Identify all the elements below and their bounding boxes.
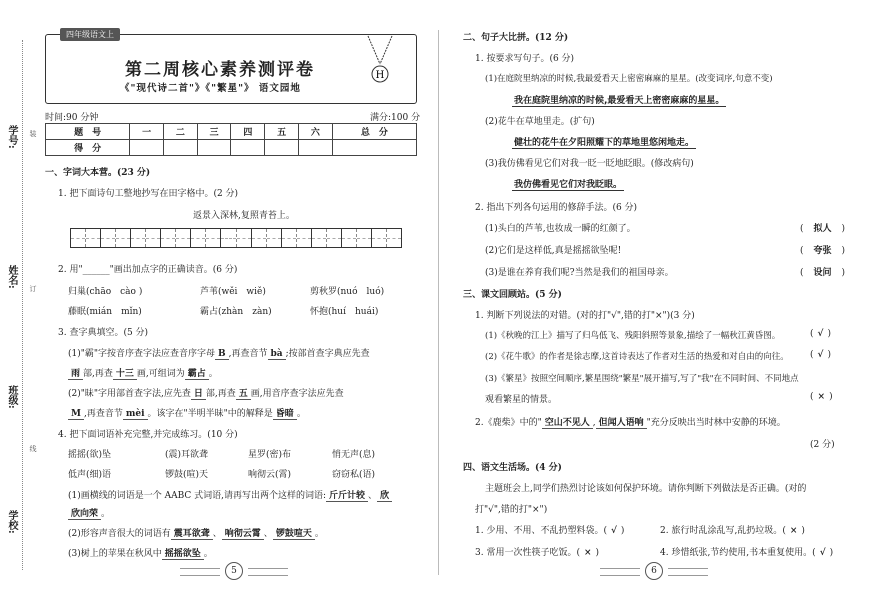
env-answer[interactable]: × (583, 548, 592, 558)
question-3-part-1b: 雨 部,再查 十三 画,可组词为 霸占 。 (68, 366, 218, 379)
question-1: 1. 把下面诗句工整地抄写在田字格中。(2 分) (58, 189, 239, 199)
score-cell[interactable] (265, 140, 299, 156)
score-cell[interactable] (130, 140, 164, 156)
idiom-item: 悄无声(息) (332, 450, 376, 460)
sentence-1: (1)在庭院里纳凉的时候,我最爱看天上密密麻麻的星星。(改变词序,句意不变) (485, 74, 773, 84)
binding-school: 学校: (6, 510, 17, 534)
answer-blank[interactable]: 但闻人语响 (596, 418, 647, 429)
page-number-left: 5 (225, 562, 243, 580)
page-decoration-right (600, 568, 640, 576)
question-r4: 2.《鹿柴》中的" 空山不见人 , 但闻人语响 "充分反映出当时林中安静的环境。 (475, 418, 786, 428)
binding-id: 学号: (6, 125, 17, 149)
answer-blank[interactable]: 欣向荣 (68, 509, 101, 520)
pinyin-item: 怀抱(huí huái) (310, 307, 379, 317)
section-4-intro-2: 打"√",错的打"×") (475, 505, 548, 515)
binding-cut-2: 订 (29, 285, 37, 292)
answer-blank[interactable]: 震耳欲聋 (171, 529, 213, 540)
sentence-2: (2)花牛在草地里走。(扩句) (485, 117, 595, 127)
idiom-item: 摇摇(欲)坠 (68, 450, 112, 460)
rhetoric-1: (1)头白的芦苇,也妆成一瞬的红颜了。 (485, 224, 636, 234)
question-r1: 1. 按要求写句子。(6 分) (475, 54, 575, 64)
score-cell: 四 (231, 124, 265, 140)
score-cell[interactable] (332, 140, 416, 156)
score-cell: 五 (265, 124, 299, 140)
score-cell[interactable] (164, 140, 198, 156)
score-cell: 题 号 (46, 124, 130, 140)
answer-blank[interactable]: 摇摇欲坠 (162, 549, 204, 560)
judge-1: (1)《秋晚的江上》描写了归鸟低飞、残阳斜照等景象,描绘了一幅秋江黄昏图。 (485, 331, 781, 341)
page-number-right: 6 (645, 562, 663, 580)
binding-line (22, 40, 23, 570)
env-item-3: 3. 常用一次性筷子吃饭。( × ) (475, 548, 600, 558)
answer-blank[interactable]: 霸占 (185, 369, 209, 380)
rhetoric-3-answer[interactable]: ( 设问 ) (800, 268, 846, 278)
answer-blank[interactable]: 十三 (113, 369, 137, 380)
question-r2: 2. 指出下列各句运用的修辞手法。(6 分) (475, 203, 638, 213)
pinyin-item: 芦苇(wěi wiě) (200, 287, 266, 297)
question-4-part-2: (2)形容声音很大的词语有 震耳欲聋 、 响彻云霄 、 锣鼓喧天 。 (68, 529, 324, 539)
judge-2-answer[interactable]: ( √ ) (810, 350, 831, 360)
svg-text:H: H (375, 70, 385, 81)
section-4-heading: 四、语文生活场。(4 分) (463, 463, 562, 473)
section-1-heading: 一、字词大本营。(23 分) (45, 168, 151, 178)
answer-blank[interactable]: 斤斤计较 (326, 491, 368, 502)
question-r3: 1. 判断下列说法的对错。(对的打"√",错的打"×")(3 分) (475, 311, 695, 321)
full-score-label: 满分:100 分 (370, 113, 421, 123)
answer-blank[interactable]: bà (268, 349, 286, 360)
question-3-part-2: (2)"昧"字用部首查字法,应先查 日 部,再查 五 画,用音序查字法应先查 (68, 389, 344, 399)
idiom-item: 锣鼓(喧)天 (165, 470, 209, 480)
env-answer[interactable]: √ (610, 526, 617, 536)
sentence-3: (3)我仿佛看见它们对我一眨一眨地眨眼。(修改病句) (485, 159, 694, 169)
judge-2: (2)《花牛歌》的作者是徐志摩,这首诗表达了作者对生活的热爱和对自由的向往。 (485, 352, 789, 362)
question-r4-score: (2 分) (810, 440, 835, 450)
idiom-item: 低声(细)语 (68, 470, 112, 480)
binding-class: 班级: (6, 385, 17, 409)
page-decoration-left (180, 568, 220, 576)
page-divider (438, 30, 439, 575)
sentence-3-answer[interactable]: 我仿佛看见它们对我眨眼。 (514, 180, 623, 190)
answer-blank[interactable]: 雨 (68, 369, 83, 380)
answer-blank[interactable]: 空山不见人 (542, 418, 593, 429)
score-header-row (46, 124, 417, 140)
env-item-4: 4. 珍惜纸张,节约使用,书本重复使用。( √ ) (660, 548, 834, 558)
binding-cut-1: 装 (29, 130, 37, 137)
env-item-2: 2. 旅行时乱涂乱写,乱扔垃圾。( × ) (660, 526, 805, 536)
question-3-part-2b: M ,再查音节 mèi 。该字在"半明半昧"中的解释是 昏暗 。 (68, 406, 306, 419)
question-3-part-1: (1)"霸"字按音序查字法应查音序字母 B ,再查音节 bà ;按部首查字典应先查 (68, 349, 370, 359)
score-cell: 总 分 (332, 124, 416, 140)
question-3: 3. 查字典填空。(5 分) (58, 328, 149, 338)
answer-blank[interactable]: 昏暗 (273, 409, 297, 420)
sentence-1-answer[interactable]: 我在庭院里纳凉的时候,最爱看天上密密麻麻的星星。 (514, 96, 725, 106)
score-value-row (46, 140, 417, 156)
page-subtitle: 《"现代诗二首"》《"繁星"》 语文园地 (120, 83, 301, 94)
time-label: 时间:90 分钟 (45, 113, 99, 123)
pinyin-item: 藤眠(mián mǐn) (68, 307, 142, 317)
question-4: 4. 把下面词语补充完整,并完成练习。(10 分) (58, 430, 238, 440)
judge-3b: 观看繁星的情景。 (485, 395, 558, 405)
score-cell: 三 (197, 124, 231, 140)
idiom-item: 响彻云(霄) (248, 470, 292, 480)
poem-line: 返景入深林,复照青苔上。 (193, 211, 295, 221)
section-4-intro: 主题班会上,同学们热烈讨论该如何保护环境。请你判断下列做法是否正确。(对的 (485, 484, 807, 494)
judge-3: (3)《繁星》按照空间顺序,繁星围绕"繁星"展开描写,写了"我"在不同时间、不同地点 (485, 374, 799, 384)
pinyin-item: 归巢(chāo cào ) (68, 287, 143, 297)
score-cell: 六 (298, 124, 332, 140)
pinyin-item: 剪秋罗(nuó luó) (310, 287, 385, 297)
sentence-2-answer[interactable]: 健壮的花牛在夕阳照耀下的草地里悠闲地走。 (514, 138, 695, 148)
idiom-item: 星罗(密)布 (248, 450, 292, 460)
judge-3-answer[interactable]: ( × ) (810, 392, 833, 402)
answer-blank[interactable]: 锣鼓喧天 (273, 529, 315, 540)
binding-cut-3: 线 (29, 445, 37, 452)
page-decoration-right (668, 568, 708, 576)
page-title: 第二周核心素养测评卷 (125, 60, 315, 80)
idiom-item: 窃窃私(语) (332, 470, 376, 480)
page-decoration-left (248, 568, 288, 576)
grade-tag: 四年级语文上 (60, 28, 120, 41)
binding-name: 姓名: (6, 265, 17, 289)
rhetoric-2: (2)它们是这样低,真是摇摇欲坠呢! (485, 246, 622, 256)
hanging-seal-icon (360, 34, 400, 89)
section-2-heading: 二、句子大比拼。(12 分) (463, 33, 569, 43)
score-cell: 得 分 (46, 140, 130, 156)
question-2: 2. 用"______"画出加点字的正确读音。(6 分) (58, 265, 238, 275)
score-cell[interactable] (197, 140, 231, 156)
answer-blank[interactable]: 欣 (377, 491, 392, 502)
score-cell[interactable] (298, 140, 332, 156)
answer-blank[interactable]: 日 (191, 389, 206, 400)
answer-blank[interactable]: 五 (236, 389, 251, 400)
score-cell: 一 (130, 124, 164, 140)
question-4-part-1b: 欣向荣 。 (68, 506, 110, 519)
tian-grid[interactable] (70, 228, 402, 248)
idiom-item: (震)耳欲聋 (165, 450, 209, 460)
score-table (45, 123, 417, 156)
rhetoric-1-answer[interactable]: ( 拟人 ) (800, 224, 846, 234)
question-4-part-3: (3)树上的苹果在秋风中 摇摇欲坠 。 (68, 549, 213, 559)
rhetoric-3: (3)是谁在养育我们呢?当然是我们的祖国母亲。 (485, 268, 674, 278)
answer-blank[interactable]: M (68, 409, 84, 420)
env-answer[interactable]: √ (819, 548, 826, 558)
score-cell: 二 (164, 124, 198, 140)
rhetoric-2-answer[interactable]: ( 夸张 ) (800, 246, 846, 256)
answer-blank[interactable]: B (215, 349, 229, 360)
judge-1-answer[interactable]: ( √ ) (810, 329, 831, 339)
score-cell[interactable] (231, 140, 265, 156)
env-item-1: 1. 少用、不用、不乱扔塑料袋。( √ ) (475, 526, 625, 536)
pinyin-item: 霸占(zhàn zàn) (200, 307, 272, 317)
question-4-part-1: (1)画横线的词语是一个 AABC 式词语,请再写出两个这样的词语: 斤斤计较 、 欣 (68, 488, 392, 501)
answer-blank[interactable]: mèi (123, 409, 148, 420)
env-answer[interactable]: × (789, 526, 798, 536)
section-3-heading: 三、课文回顾站。(5 分) (463, 290, 562, 300)
answer-blank[interactable]: 响彻云霄 (222, 529, 264, 540)
